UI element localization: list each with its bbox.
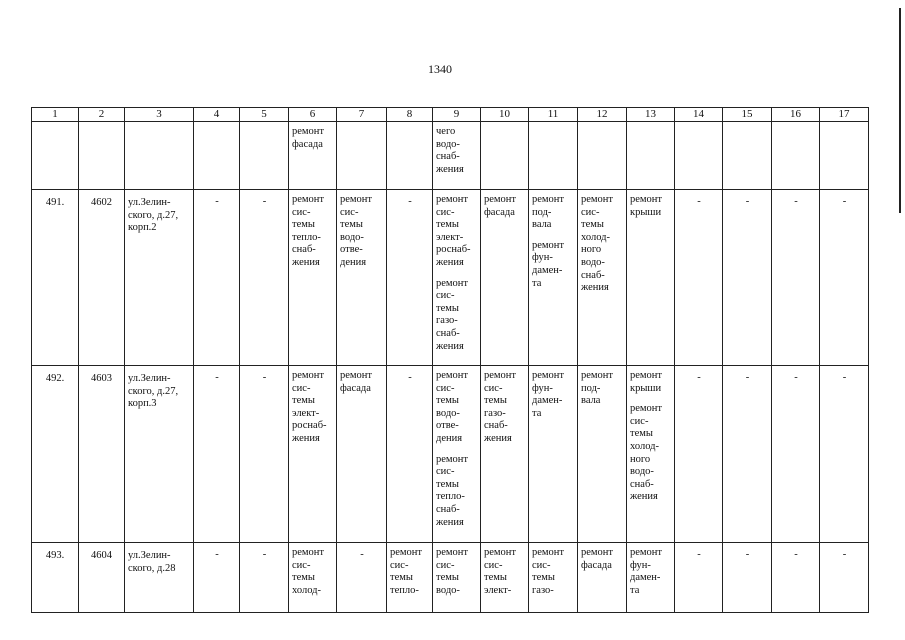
column-header-12: 12 [578,108,627,122]
cell-c6 [289,366,337,543]
cell-line: элект- [484,584,512,596]
cell-line: холод- [581,231,610,243]
cell-c11 [529,543,578,613]
cell-line: жения [292,256,320,268]
cell-c14 [675,366,723,543]
cell-line: ремонт [436,547,469,558]
cell-c6 [289,190,337,366]
column-header-6: 6 [289,108,337,122]
cell-line: сис- [340,206,359,218]
column-header-14: 14 [675,108,723,122]
cell-line: ремонт [292,547,325,558]
cell-c5 [240,190,289,366]
cell [627,122,675,190]
cell-c4 [194,543,240,613]
cell-line: ремонт [484,547,517,558]
cell-line: темы [292,572,315,584]
cell-c14-text: - [697,372,701,383]
cell-line: ремонт [436,370,469,381]
cell-line: ремонт [340,194,373,205]
cell-line: темы [581,219,604,231]
cell-line: жения [292,432,320,444]
cell-line: ремонт [630,370,663,381]
cell-c5 [240,366,289,543]
cell-c11 [529,366,578,543]
cell-line: сис- [436,206,455,218]
continuation-row [32,122,869,190]
cell-c4 [194,366,240,543]
margin-line [899,8,901,213]
cell [194,122,240,190]
cell-c9 [433,190,481,366]
address-line: ул.Зелин- [128,197,171,208]
table-row [32,190,869,366]
row-number-text: 492. [45,373,65,384]
cell [387,122,433,190]
cell-line: темы [436,572,459,584]
cell-line: ремонт [532,547,565,558]
cell-line: роснаб- [292,420,327,432]
column-header-11: 11 [529,108,578,122]
cell-c15-text: - [745,196,750,207]
cell-c6 [289,122,337,190]
cell-line: фун- [532,382,553,394]
cell-line: ремонт [630,547,663,558]
cell [481,122,529,190]
cell-c17-text: - [842,196,847,207]
cell-line: водо- [436,138,460,150]
cell-line: сис- [532,559,551,571]
cell-c13 [627,190,675,366]
cell-c6 [289,543,337,613]
cell-c13 [627,366,675,543]
cell-line: ремонт [340,370,373,381]
cell-line: дамен- [532,395,563,407]
cell-c10 [481,543,529,613]
cell-c10 [481,190,529,366]
cell-line: - [408,196,412,207]
cell-c17 [820,543,869,613]
row-number [32,543,79,613]
group-gap [630,395,672,403]
row-address [125,190,194,366]
cell-line: темы [436,302,459,314]
cell-c14 [675,190,723,366]
cell-line: сис- [436,290,455,302]
cell-line: сис- [436,382,455,394]
cell-line: газо- [436,315,458,327]
cell-c16 [772,543,820,613]
cell-c4-text: - [215,549,219,560]
cell-line: водо- [436,407,460,419]
row-number [32,366,79,543]
header-row [32,108,869,122]
column-header-5: 5 [240,108,289,122]
cell [820,122,869,190]
cell-line: дамен- [532,264,563,276]
group-gap [532,232,575,240]
cell-line: жения [436,163,464,175]
group-gap [436,446,478,454]
cell-c15-text: - [745,372,750,383]
cell-line: вала [532,219,552,231]
address-line: ского, д.28 [128,562,176,574]
cell-line: снаб- [292,244,316,256]
cell-line: ремонт [484,194,517,205]
cell-line: снаб- [436,327,460,339]
cell-line: ремонт [581,194,614,205]
column-header-13: 13 [627,108,675,122]
cell-c4-text: - [215,372,219,383]
cell-line: сис- [436,466,455,478]
column-header-16: 16 [772,108,820,122]
cell-line: ремонт [630,194,663,205]
cell-c15-text: - [745,549,750,560]
cell-c9 [433,543,481,613]
cell-line: газо- [532,584,554,596]
cell-line: ремонт [436,194,469,205]
cell-line: фасада [292,138,323,150]
cell-line: ремонт [532,194,565,205]
cell-line: сис- [292,382,311,394]
cell-line: фасада [340,382,371,394]
cell-line: ного [630,453,651,465]
cell-c16 [772,190,820,366]
cell-c12 [578,190,627,366]
row-code [79,543,125,613]
cell-line: под- [581,382,601,394]
cell-c17 [820,366,869,543]
cell-c7 [337,543,387,613]
cell-line: жения [436,256,464,268]
address-line: корп.3 [128,398,157,410]
cell-line: та [532,277,542,289]
cell-c14 [675,543,723,613]
row-code-text: 4603 [91,373,112,384]
cell-c13 [627,543,675,613]
cell-line: ремонт [292,194,325,205]
cell-line: темы [390,572,413,584]
cell-line: дения [436,432,463,444]
address-line: ского, д.27, [128,209,179,221]
cell-line: сис- [292,206,311,218]
cell-line: ремонт [484,370,517,381]
cell-line: фун- [630,559,651,571]
cell-line: ремонт [436,277,469,289]
cell-c16 [772,366,820,543]
cell-line: элект- [436,231,464,243]
column-header-15: 15 [723,108,772,122]
cell [125,122,194,190]
cell-line: жения [484,432,512,444]
cell-line: снаб- [630,478,654,490]
column-header-8: 8 [387,108,433,122]
cell-line: фун- [532,252,553,264]
cell-c7 [337,366,387,543]
cell-line: жения [436,340,464,352]
cell-c15 [723,543,772,613]
cell-line: снаб- [436,503,460,515]
cell-line: ремонт [581,547,614,558]
cell-line: темы [484,395,507,407]
cell-line: отве- [436,420,459,432]
cell-line: - [408,372,412,383]
address-line: ского, д.27, [128,385,179,397]
address-line: ул.Зелин- [128,373,171,384]
cell-line: ремонт [292,370,325,381]
column-header-2: 2 [79,108,125,122]
column-header-4: 4 [194,108,240,122]
cell-line: сис- [436,559,455,571]
cell-line: темы [436,395,459,407]
cell-line: ремонт [292,126,325,137]
cell-line: водо- [581,256,605,268]
cell-line: отве- [340,244,363,256]
cell-line: ремонт [630,403,663,415]
page-number: 1340 [428,62,452,76]
cell-line: темы [436,478,459,490]
cell-line: жения [581,282,609,294]
cell [578,122,627,190]
address-line: корп.2 [128,222,157,234]
cell-line: сис- [484,382,503,394]
cell-c11 [529,190,578,366]
cell-c12 [578,366,627,543]
cell-c16-text: - [794,372,798,383]
cell-line: снаб- [436,151,460,163]
cell-c5 [240,543,289,613]
cell-c16-text: - [794,549,798,560]
column-header-7: 7 [337,108,387,122]
cell-line: - [360,549,364,560]
cell-line: водо- [630,466,654,478]
works-table [31,107,869,613]
cell-line: темы [436,219,459,231]
row-address [125,543,194,613]
cell-line: темы [292,395,315,407]
cell-c8 [387,190,433,366]
cell-c7 [337,190,387,366]
cell-line: дения [340,256,367,268]
row-code [79,190,125,366]
row-number [32,190,79,366]
cell-c10 [481,366,529,543]
cell-line: жения [630,491,658,503]
table-row [32,543,869,613]
cell-line: тепло- [436,491,465,503]
address-line: ул.Зелин- [128,550,171,561]
cell-line: сис- [390,559,409,571]
cell-line: элект- [292,407,320,419]
cell-line: холод- [630,440,659,452]
cell [675,122,723,190]
cell-line: сис- [292,559,311,571]
cell-c17 [820,190,869,366]
cell-c14-text: - [697,549,701,560]
cell-line: темы [532,572,555,584]
cell-line: водо- [340,231,364,243]
group-gap [436,270,478,278]
cell-line: фасада [484,206,515,218]
row-code-text: 4602 [91,197,112,208]
cell-line: холод- [292,584,321,596]
cell [32,122,79,190]
cell-line: жения [436,516,464,528]
cell-line: ремонт [436,453,469,465]
cell-line: роснаб- [436,244,471,256]
cell [240,122,289,190]
cell-line: та [532,407,542,419]
cell-line: ремонт [532,239,565,251]
cell-line: темы [340,219,363,231]
cell-c9 [433,366,481,543]
column-header-9: 9 [433,108,481,122]
column-header-10: 10 [481,108,529,122]
cell [772,122,820,190]
cell-c17-text: - [842,549,847,560]
cell-line: под- [532,206,552,218]
column-header-1: 1 [32,108,79,122]
cell-line: снаб- [484,420,508,432]
cell-line: ремонт [532,370,565,381]
cell-line: крыши [630,382,662,394]
cell-c4 [194,190,240,366]
cell-c5-text: - [262,372,267,383]
cell [337,122,387,190]
cell-c8 [387,543,433,613]
cell-c8 [387,366,433,543]
cell-c15 [723,366,772,543]
cell-line: сис- [630,415,649,427]
cell-c14-text: - [697,196,701,207]
cell-line: ремонт [390,547,423,558]
cell-line: дамен- [630,572,661,584]
cell-line: тепло- [390,584,419,596]
cell-line: тепло- [292,231,321,243]
cell-line: та [630,584,640,596]
table-row [32,366,869,543]
cell-line: ного [581,244,602,256]
cell-line: вала [581,395,601,407]
cell-line: чего [436,126,456,137]
cell [79,122,125,190]
cell-line: темы [484,572,507,584]
cell-c16-text: - [794,196,798,207]
cell-line: крыши [630,206,662,218]
row-code [79,366,125,543]
cell-line: ремонт [581,370,614,381]
cell-c4-text: - [215,196,219,207]
cell [723,122,772,190]
row-number-text: 491. [45,197,65,208]
cell-line: снаб- [581,269,605,281]
cell-c5-text: - [262,196,267,207]
column-header-17: 17 [820,108,869,122]
cell-line: сис- [581,206,600,218]
cell-c17-text: - [842,372,847,383]
cell-line: газо- [484,407,506,419]
column-header-3: 3 [125,108,194,122]
cell-line: темы [630,428,653,440]
row-number-text: 493. [45,550,65,561]
cell-line: водо- [436,584,460,596]
row-address [125,366,194,543]
row-code-text: 4604 [91,550,112,561]
cell [529,122,578,190]
cell-line: темы [292,219,315,231]
cell-c12 [578,543,627,613]
cell-line: сис- [484,559,503,571]
cell-c9 [433,122,481,190]
cell-c15 [723,190,772,366]
cell-c5-text: - [262,549,267,560]
cell-line: фасада [581,559,612,571]
